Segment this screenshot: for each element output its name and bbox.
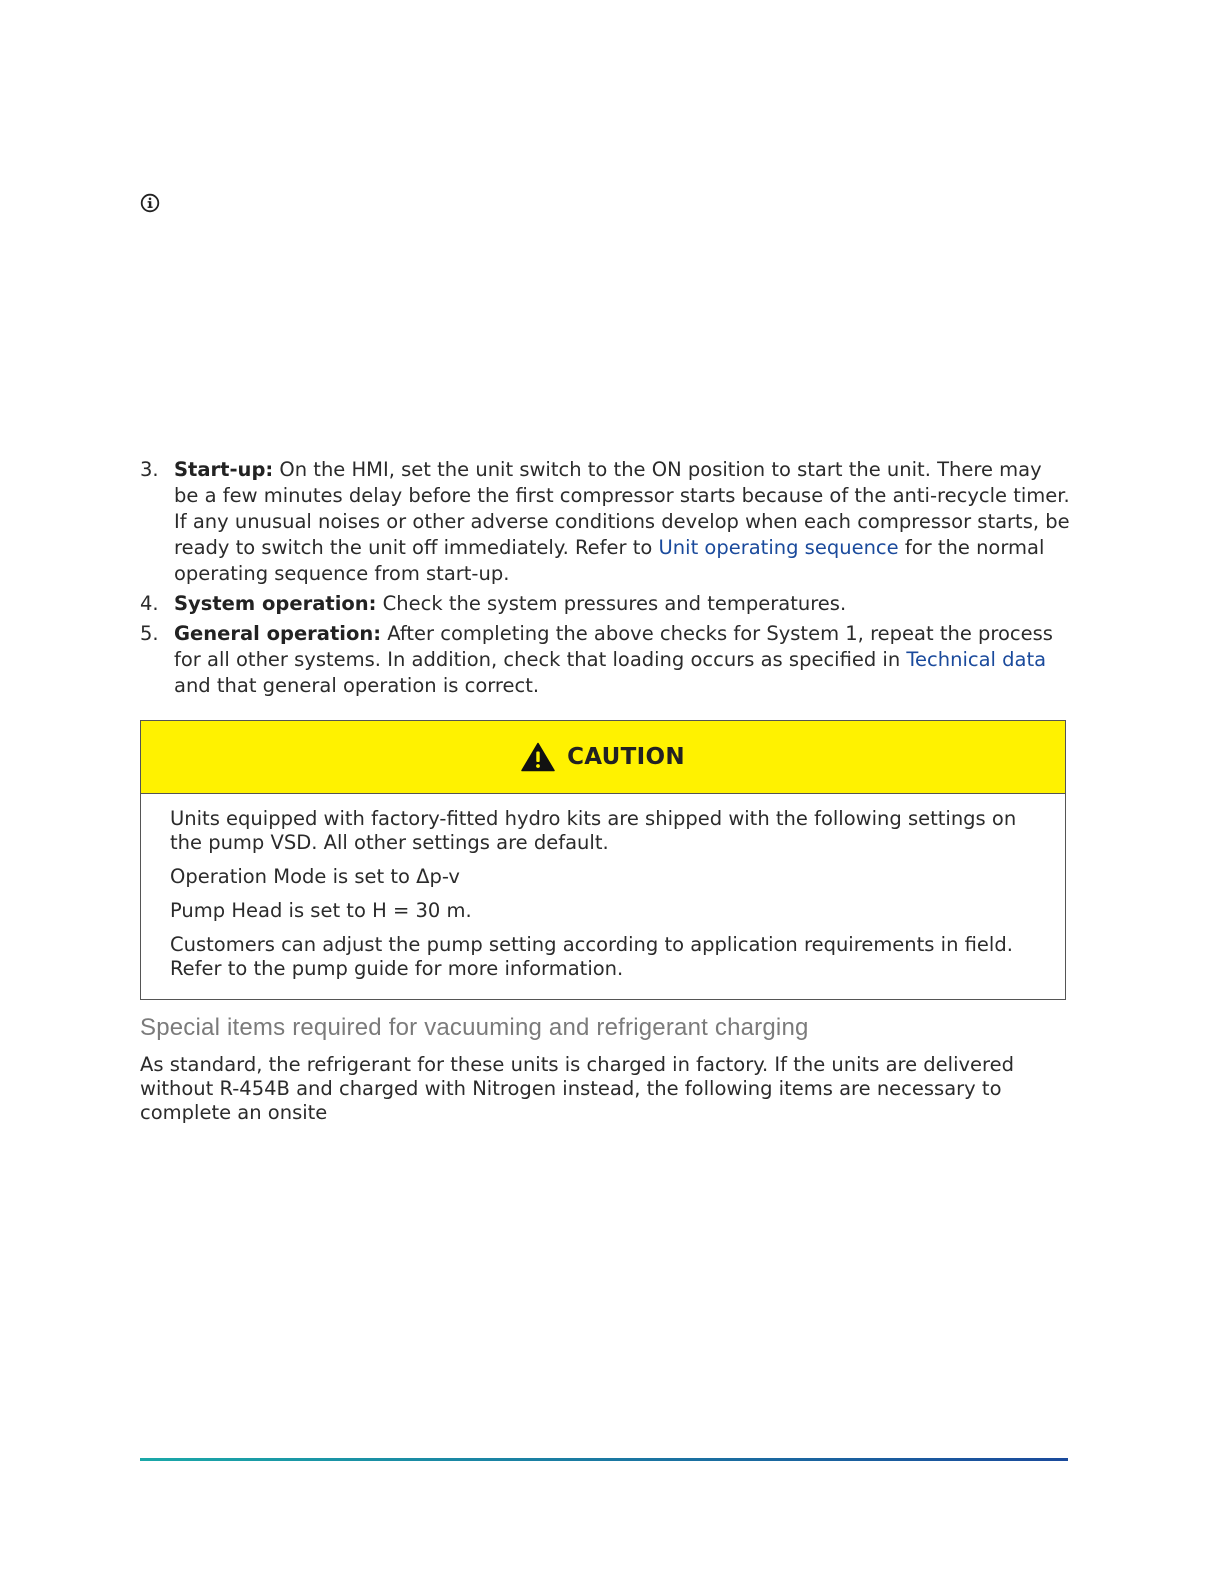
procedure-steps [140, 457, 1070, 703]
caution-paragraph: Operation Mode is set to Δp-v [170, 865, 460, 888]
step-title: Start-up: [174, 458, 274, 481]
caution-paragraph: Pump Head is set to H = 30 m. [170, 899, 472, 922]
step-title: System operation: [174, 592, 377, 615]
section-paragraph: As standard, the refrigerant for these units is charged in factory. If the units are delivered without R-454B and charged with Nitrogen instead, the following items are necessary to complete an onsite [140, 1053, 1015, 1124]
step-text: On the HMI, set the unit switch to the ON position to start the unit. There may be a few minutes delay before the first compressor starts because of the anti-recycle timer. If any unusual noises or other adverse conditions develop when each compressor starts, be ready to switch the unit off immediately. Refer to [174, 458, 1070, 559]
caution-paragraph: Customers can adjust the pump setting according to application requirements in field. Refer to the pump guide for more information. [170, 933, 1013, 980]
caution-body [141, 794, 1065, 981]
step-number: 3. [140, 458, 159, 481]
caution-box [140, 720, 1066, 1000]
warning-triangle-icon [521, 742, 555, 772]
step-title: General operation: [174, 622, 382, 645]
step-general-operation [140, 621, 1070, 699]
step-text: Check the system pressures and temperatures. [376, 592, 847, 615]
info-icon [140, 193, 160, 213]
caution-paragraph: Units equipped with factory-fitted hydro kits are shipped with the following settings on the pump VSD. All other settings are default. [170, 807, 1017, 854]
link-unit-operating-sequence[interactable]: Unit operating sequence [658, 536, 899, 559]
step-text-continued: and that general operation is correct. [174, 674, 540, 697]
footer-divider [140, 1458, 1068, 1461]
step-number: 5. [140, 622, 159, 645]
step-text-continued: for the normal operating sequence from start-up. [174, 536, 1045, 585]
step-text: After completing the above checks for System 1, repeat the process for all other systems. In addition, check that loading occurs as specified in [174, 622, 1053, 671]
step-startup [140, 457, 1070, 587]
section-heading: Special items required for vacuuming and refrigerant charging [140, 1014, 809, 1041]
step-system-operation [140, 591, 1070, 617]
caution-header [141, 721, 1065, 794]
caution-label: CAUTION [567, 744, 685, 770]
step-number: 4. [140, 592, 159, 615]
link-technical-data[interactable]: Technical data [906, 648, 1047, 671]
